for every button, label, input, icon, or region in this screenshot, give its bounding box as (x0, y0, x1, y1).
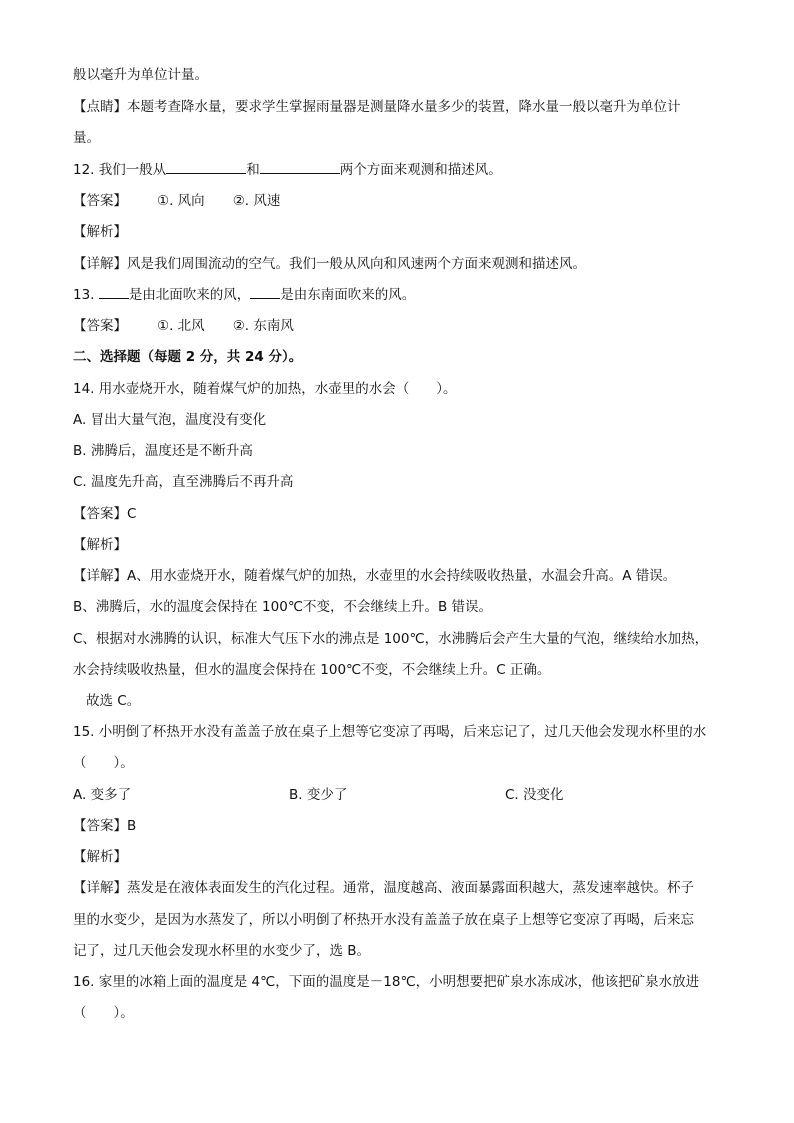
option-c: C. 没变化 (505, 787, 564, 803)
answer-15: 【答案】B (73, 818, 137, 834)
option-a: A. 冒出大量气泡，温度没有变化 (73, 412, 267, 428)
detail-explanation: 【详解】风是我们周围流动的空气。我们一般从风向和风速两个方面来观测和描述风。 (73, 256, 586, 272)
text-line: 般以毫升为单位计量。 (73, 67, 208, 83)
detail-explanation: B、沸腾后，水的温度会保持在 100℃不变，不会继续上升。B 错误。 (73, 599, 493, 615)
analysis-label: 【解析】 (73, 224, 127, 240)
answer-option-1: ①. 北风 (157, 318, 205, 334)
analysis-label: 【解析】 (73, 537, 127, 553)
question-13-part-a: 13. (73, 287, 99, 303)
question-12-part-a: 12. 我们一般从 (73, 162, 167, 178)
question-12-part-b: 和 (246, 162, 260, 178)
question-16-continued: （ ）。 (73, 1005, 134, 1021)
answer-tag: 【答案】 (73, 193, 127, 209)
answer-13 (73, 317, 294, 335)
question-16: 16. 家里的冰箱上面的温度是 4℃，下面的温度是－18℃，小明想要把矿泉水冻成冰，他该把矿泉水放进 (73, 974, 700, 990)
answer-tag: 【答案】 (73, 318, 127, 334)
question-13 (73, 286, 415, 304)
text-line: 【点睛】本题考查降水量，要求学生掌握雨量器是测量降水量多少的装置，降水量一般以毫升为单位计 (73, 99, 681, 115)
answer-14: 【答案】C (73, 506, 137, 522)
option-c: C. 温度先升高，直至沸腾后不再升高 (73, 474, 294, 490)
answer-12 (73, 192, 280, 210)
answer-option-1: ①. 风向 (157, 193, 205, 209)
question-13-part-c: 是由东南面吹来的风。 (280, 287, 416, 303)
question-12-part-c: 两个方面来观测和描述风。 (339, 162, 502, 178)
fill-blank (250, 286, 280, 299)
detail-explanation: 故选 C。 (86, 693, 141, 709)
fill-blank (260, 161, 340, 174)
question-15-continued: （ ）。 (73, 755, 134, 771)
question-12 (73, 161, 502, 179)
option-b: B. 沸腾后，温度还是不断升高 (73, 443, 253, 459)
fill-blank (99, 286, 129, 299)
detail-explanation: 记了，过几天他会发现水杯里的水变少了，选 B。 (73, 943, 371, 959)
detail-explanation: C、根据对水沸腾的认识，标准大气压下水的沸点是 100℃，水沸腾后会产生大量的气泡，继续给水加热， (73, 631, 709, 647)
detail-explanation: 里的水变少，是因为水蒸发了，所以小明倒了杯热开水没有盖盖子放在桌子上想等它变凉了再喝，后来忘 (73, 912, 694, 928)
option-a: A. 变多了 (73, 787, 132, 803)
detail-explanation: 水会持续吸收热量，但水的温度会保持在 100℃不变，不会继续上升。C 正确。 (73, 662, 551, 678)
question-13-part-b: 是由北面吹来的风， (128, 287, 251, 303)
answer-option-2: ②. 风速 (232, 193, 281, 209)
answer-option-2: ②. 东南风 (232, 318, 294, 334)
question-14: 14. 用水壶烧开水，随着煤气炉的加热，水壶里的水会（ ）。 (73, 381, 457, 397)
fill-blank (166, 161, 246, 174)
section-heading: 二、选择题（每题 2 分，共 24 分）。 (73, 349, 303, 365)
detail-explanation: 【详解】A、用水壶烧开水，随着煤气炉的加热，水壶里的水会持续吸收热量，水温会升高。A 错误。 (73, 568, 677, 584)
detail-explanation: 【详解】蒸发是在液体表面发生的汽化过程。通常，温度越高、液面暴露面积越大，蒸发速率越快。杯子 (73, 880, 694, 896)
text-line: 量。 (73, 130, 100, 146)
question-15: 15. 小明倒了杯热开水没有盖盖子放在桌子上想等它变凉了再喝，后来忘记了，过几天他会发现水杯里的水 (73, 724, 707, 740)
option-b: B. 变少了 (289, 787, 348, 803)
analysis-label: 【解析】 (73, 849, 127, 865)
